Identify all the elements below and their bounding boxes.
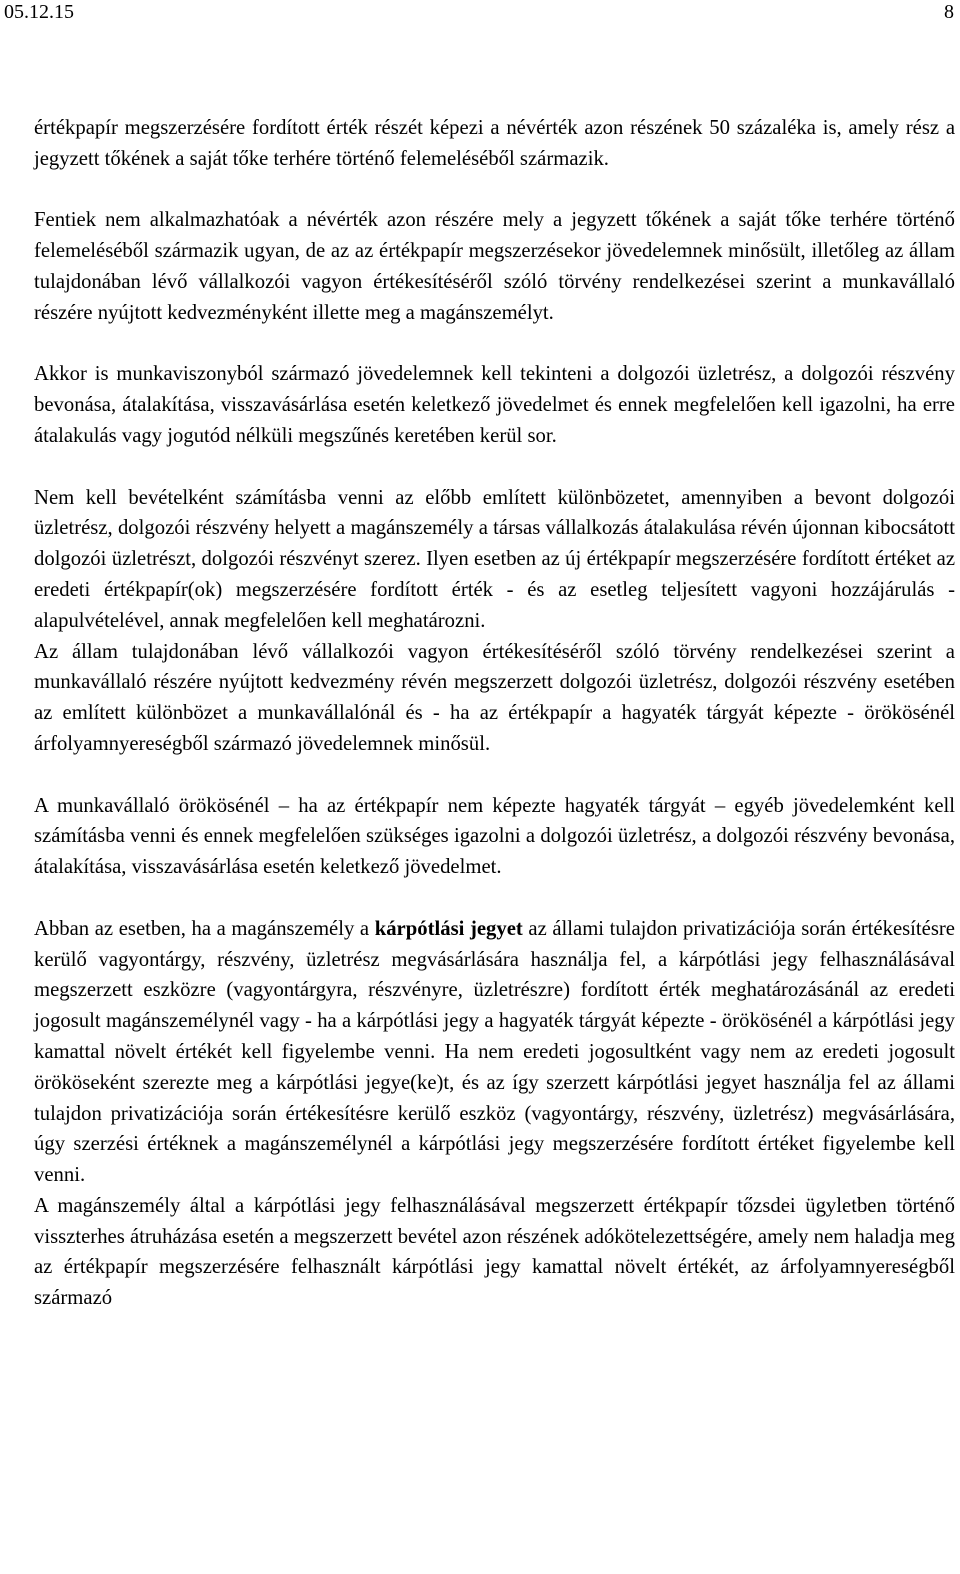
document-body — [34, 113, 955, 1314]
paragraph-exchange-gain: Az állam tulajdonában lévő vállalkozói vagyon értékesítéséről szóló törvény rendelkezései szerint a munkavállaló részére nyújtott kedvezmény révén megszerzett dolgozói üzletrész, dolgozói részvény esetében az említett különbözet a munkavállalónál és - ha az értékpapír a hagyaték tárgyát képezte - örökösénél árfolyamnyereségből származó jövedelemnek minősül. — [34, 640, 955, 755]
voucher-text-before: Abban az esetben, ha a magánszemély a — [34, 917, 375, 940]
paragraph-exceptions: Fentiek nem alkalmazhatóak a névérték azon részére mely a jegyzett tőkének a saját tőke terhére történő felemeléséből származik ugyan, de az az értékpapír megszerzésekor jövedelemnek minősült, illetőleg az állam tulajdonában lévő vállalkozói vagyon értékesítéséről szóló törvény rendelkezései szerint a munkavállaló részére nyújtott kedvezményként illette meg a magánszemélyt. — [34, 209, 955, 324]
paragraph-stock-exchange-transfer: A magánszemély által a kárpótlási jegy felhasználásával megszerzett értékpapír tőzsdei ügyletben történő visszterhes átruházása esetén a megszerzett bevétel azon részének adókötelezettségére, amely nem haladja meg az értékpapír megszerzésére felhasznált kárpótlási jegy kamattal növelt értékét, az árfolyamnyereségből származó — [34, 1194, 955, 1310]
paragraph-nominal-value-share: értékpapír megszerzésére fordított érték részét képezi a névérték azon részének 50 százaléka is, amely rész a jegyzett tőkének a saját tőke terhére történő felemeléséből származik. — [34, 117, 955, 170]
page-header — [0, 0, 960, 24]
paragraph-no-revenue: Nem kell bevételként számításba venni az előbb említett különbözetet, amennyiben a bevont dolgozói üzletrész, dolgozói részvény helyett a magánszemély a társas vállalkozás átalakulása révén újonnan kibocsátott dolgozói üzletrészt, dolgozói részvényt szerez. Ilyen esetben az új értékpapír megszerzésére fordított értéket az eredeti értékpapír(ok) megszerzésére fordított érték - és az esetleg teljesített vagyoni hozzájárulás - alapulvételével, annak megfelelően kell meghatározni. — [34, 486, 955, 632]
paragraph-employment-income: Akkor is munkaviszonyból származó jövedelemnek kell tekinteni a dolgozói üzletrész, a dolgozói részvény bevonása, átalakítása, visszavásárlása esetén keletkező jövedelmet és ennek megfelelően kell igazolni, ha erre átalakulás vagy jogutód nélküli megszűnés keretében kerül sor. — [34, 363, 955, 447]
page-number: 8 — [944, 1, 954, 23]
voucher-text-after: az állami tulajdon privatizációja során értékesítésre kerülő vagyontárgy, részvény, üzletrész megvásárlására használja fel, a kárpótlási jegy felhasználásával megszerzett eszközre (vagyontárgyra, részvényre, üzletrészre) fordított érték meghatározásánál az eredeti jogosult magánszemélynél vagy - ha a kárpótlási jegy a hagyaték tárgyát képezte - örökösénél a kárpótlási jegy kamattal növelt értékét kell figyelembe venni. Ha nem eredeti jogosultként vagy nem az eredeti jogosult örököseként szerezte meg a kárpótlási jegye(ke)t, és az így szerzett kárpótlási jegyet használja fel az állami tulajdon privatizációja során értékesítésre kerülő eszköz (vagyontárgy, részvény, üzletrész) megvásárlására, úgy szerzési értéknek a magánszemélynél a kárpótlási jegy megszerzésére fordított értéket figyelembe kell venni. — [34, 917, 955, 1187]
paragraph-compensation-voucher — [34, 914, 955, 1191]
paragraph-heir-income: A munkavállaló örökösénél – ha az értékpapír nem képezte hagyaték tárgyát – egyéb jövedelemként kell számításba venni és ennek megfelelően szükséges igazolni a dolgozói üzletrész, a dolgozói részvény bevonása, átalakítása, visszavásárlása esetén keletkező jövedelmet. — [34, 794, 955, 879]
header-date: 05.12.15 — [4, 1, 74, 23]
voucher-bold-term: kárpótlási jegyet — [374, 917, 523, 940]
